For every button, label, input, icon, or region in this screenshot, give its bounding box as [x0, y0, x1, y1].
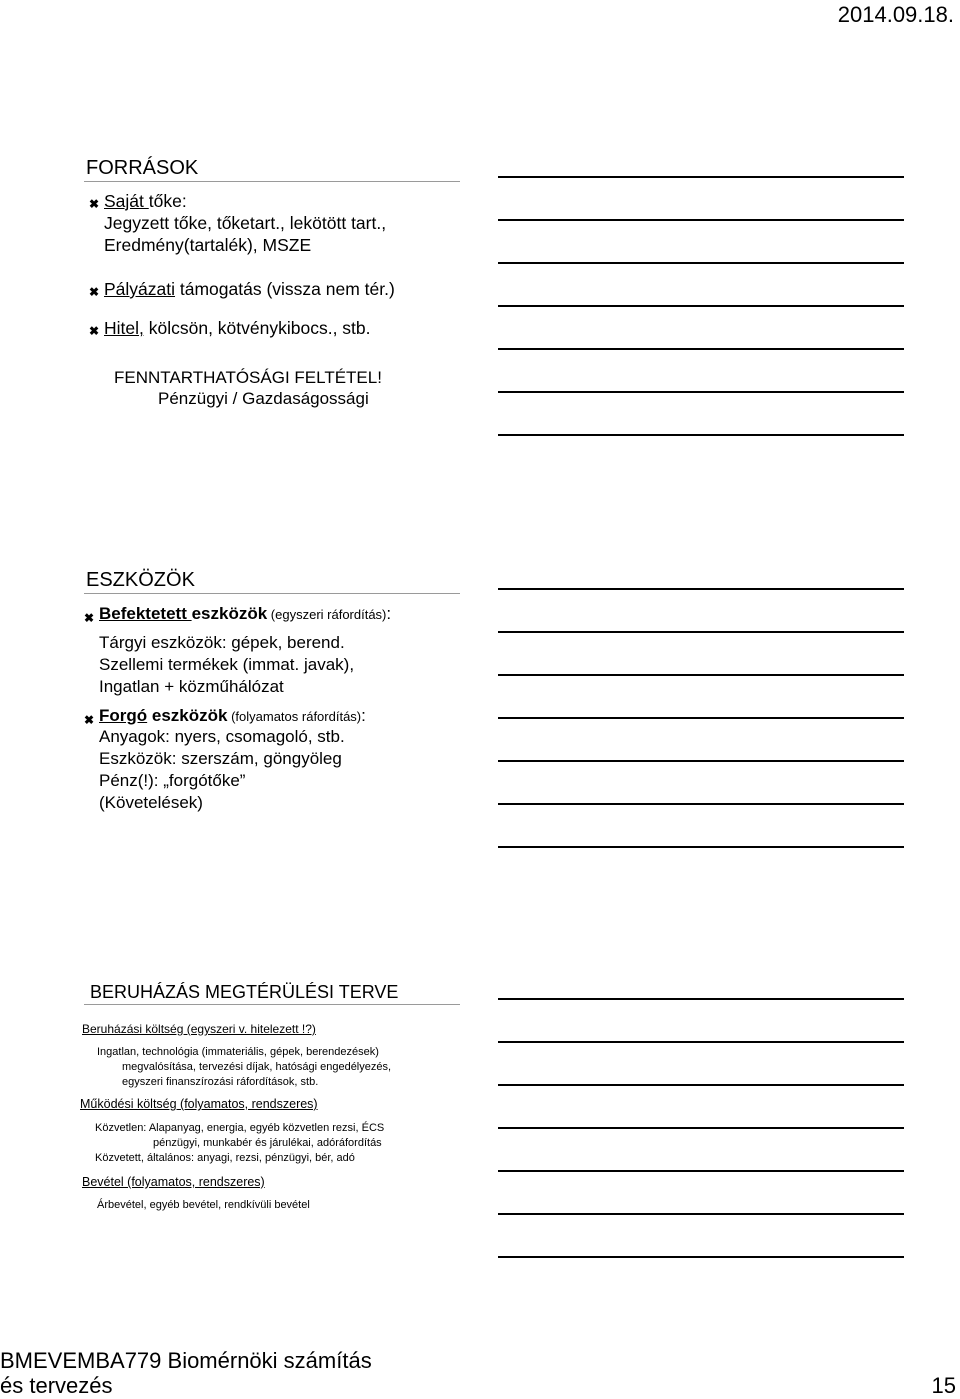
investment-heading: Beruházási költség (egyszeri v. hitelezett !?)	[82, 1022, 316, 1036]
bullet-loan: Hitel, kölcsön, kötvénykibocs., stb.	[104, 318, 371, 338]
note-line	[498, 588, 904, 590]
operating-heading: Működési költség (folyamatos, rendszeres)	[80, 1097, 318, 1111]
bullet-link: Pályázati	[104, 279, 176, 299]
bullet-link: Forgó	[99, 706, 148, 725]
header-date: 2014.09.18.	[837, 2, 954, 27]
bullet-icon: ✖	[89, 285, 100, 299]
note-line	[498, 348, 904, 350]
note-line	[498, 846, 904, 848]
note-line	[498, 631, 904, 633]
fixed-asset-line: Ingatlan + közműhálózat	[99, 677, 284, 696]
bullet-link: Saját	[104, 191, 149, 211]
note-line	[498, 1041, 904, 1043]
slide-title: FORRÁSOK	[86, 157, 199, 179]
note-line	[498, 262, 904, 264]
bullet-icon: ✖	[89, 197, 100, 211]
slide-title: BERUHÁZÁS MEGTÉRÜLÉSI TERVE	[90, 982, 399, 1002]
own-capital-line: Jegyzett tőke, tőketart., lekötött tart.,	[104, 213, 387, 233]
bullet-icon: ✖	[89, 324, 100, 338]
revenue-line: Árbevétel, egyéb bevétel, rendkívüli bevétel	[97, 1199, 310, 1211]
note-line	[498, 1084, 904, 1086]
bullet-icon: ✖	[84, 713, 95, 727]
title-rule	[84, 181, 460, 182]
bullet-grant: Pályázati támogatás (vissza nem tér.)	[104, 279, 395, 299]
current-asset-line: Pénz(!): „forgótőke”	[99, 771, 246, 790]
note-line	[498, 391, 904, 393]
current-asset-line: Anyagok: nyers, csomagoló, stb.	[99, 727, 345, 746]
investment-line: egyszeri finanszírozási ráfordítások, stb.	[122, 1076, 319, 1088]
note-line	[498, 305, 904, 307]
slide-title: ESZKÖZÖK	[86, 569, 195, 591]
note-line	[498, 674, 904, 676]
note-line	[498, 219, 904, 221]
note-line	[498, 1256, 904, 1258]
bullet-link: Hitel,	[104, 318, 144, 338]
title-rule	[84, 593, 460, 594]
current-asset-line: Eszközök: szerszám, göngyöleg	[99, 749, 342, 768]
note-line	[498, 434, 904, 436]
investment-line: megvalósítása, tervezési díjak, hatósági engedélyezés,	[122, 1061, 392, 1073]
revenue-heading: Bevétel (folyamatos, rendszeres)	[82, 1175, 265, 1189]
note-line	[498, 1213, 904, 1215]
note-line	[498, 717, 904, 719]
note-line	[498, 998, 904, 1000]
own-capital-line: Eredmény(tartalék), MSZE	[104, 235, 312, 255]
title-rule	[84, 1004, 460, 1005]
note-line	[498, 803, 904, 805]
operating-line: Közvetett, általános: anyagi, rezsi, pénzügyi, bér, adó	[95, 1152, 355, 1164]
note-line	[498, 176, 904, 178]
operating-line: Közvetlen: Alapanyag, energia, egyéb közvetlen rezsi, ÉCS	[95, 1122, 385, 1134]
page-number: 15	[931, 1373, 956, 1398]
bullet-own-capital: Saját tőke:	[104, 191, 187, 211]
operating-line: pénzügyi, munkabér és járulékai, adóráfordítás	[153, 1137, 382, 1149]
footer-course-line1: BMEVEMBA779 Biomérnöki számítás	[0, 1348, 372, 1373]
note-line	[498, 1127, 904, 1129]
fixed-asset-line: Tárgyi eszközök: gépek, berend.	[99, 633, 345, 652]
bullet-icon: ✖	[84, 611, 95, 625]
fixed-asset-line: Szellemi termékek (immat. javak),	[99, 655, 355, 674]
investment-line: Ingatlan, technológia (immateriális, gépek, berendezések)	[97, 1046, 379, 1058]
bullet-link: Befektetett	[99, 604, 192, 623]
bullet-current-assets: Forgó eszközök (folyamatos ráfordítás):	[99, 706, 366, 725]
note-line	[498, 1170, 904, 1172]
condition-line: Pénzügyi / Gazdaságossági	[158, 389, 369, 408]
condition-line: FENNTARTHATÓSÁGI FELTÉTEL!	[114, 368, 382, 387]
footer-course-line2: és tervezés	[0, 1373, 113, 1398]
current-asset-line: (Követelések)	[99, 793, 203, 812]
bullet-fixed-assets: Befektetett eszközök (egyszeri ráfordítás):	[99, 604, 392, 623]
note-line	[498, 760, 904, 762]
